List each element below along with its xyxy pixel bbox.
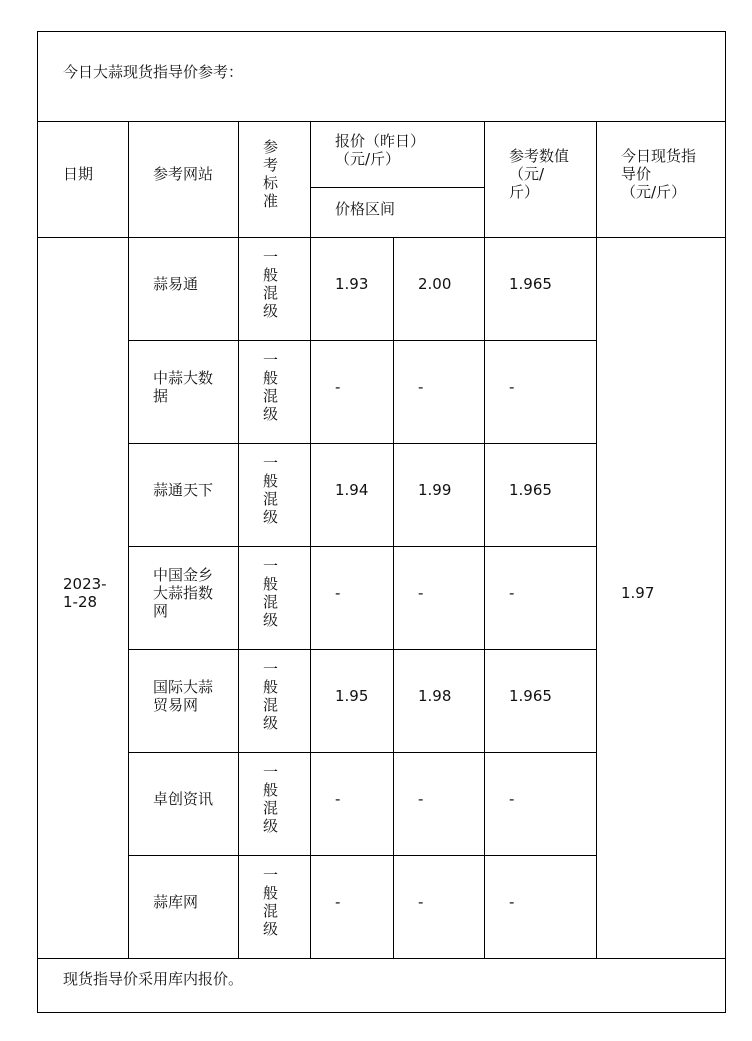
header-today-price: 今日现货指 导价 （元/斤） [621,147,697,201]
ref-value-cell: - [509,584,515,602]
standard-cell: 一 般 混 级 [263,351,279,423]
divider [37,121,726,122]
standard-cell: 一 般 混 级 [263,763,279,835]
divider [596,121,597,958]
ref-value-cell: - [509,893,515,911]
ref-value-cell: - [509,790,515,808]
price-low-cell: - [335,893,341,911]
divider [37,958,726,959]
price-high-cell: - [418,790,424,808]
site-cell: 国际大蒜 贸易网 [153,678,214,714]
ref-value-cell: 1.965 [509,275,552,293]
divider [484,121,485,958]
site-cell: 中蒜大数 据 [153,369,214,405]
header-site: 参考网站 [153,165,214,183]
standard-cell: 一 般 混 级 [263,454,279,526]
price-low-cell: - [335,378,341,396]
divider [310,187,484,188]
header-ref-value: 参考数值 （元/ 斤） [509,147,570,201]
standard-cell: 一 般 混 级 [263,248,279,320]
divider [128,855,597,856]
price-low-cell: 1.93 [335,275,369,293]
divider [128,340,597,341]
site-cell: 中国金乡 大蒜指数 网 [153,566,214,620]
price-high-cell: - [418,584,424,602]
divider [128,121,129,958]
site-cell: 蒜易通 [153,275,199,293]
price-low-cell: 1.95 [335,687,369,705]
divider [393,237,394,958]
header-date: 日期 [63,165,94,183]
standard-cell: 一 般 混 级 [263,660,279,732]
price-high-cell: 2.00 [418,275,452,293]
divider [128,649,597,650]
divider [128,546,597,547]
header-quote: 报价（昨日） （元/斤） [335,132,426,168]
date-cell: 2023- 1-28 [63,575,107,611]
price-low-cell: 1.94 [335,481,369,499]
divider [37,237,726,238]
price-high-cell: - [418,893,424,911]
ref-value-cell: 1.965 [509,481,552,499]
intro-text: 今日大蒜现货指导价参考： [63,63,244,81]
price-reference-table [37,31,726,1013]
price-high-cell: 1.99 [418,481,452,499]
ref-value-cell: - [509,378,515,396]
standard-cell: 一 般 混 级 [263,557,279,629]
divider [128,752,597,753]
divider [128,443,597,444]
ref-value-cell: 1.965 [509,687,552,705]
header-price-range: 价格区间 [335,200,396,218]
standard-cell: 一 般 混 级 [263,866,279,938]
price-high-cell: - [418,378,424,396]
price-low-cell: - [335,584,341,602]
divider [238,121,239,958]
price-low-cell: - [335,790,341,808]
site-cell: 卓创资讯 [153,790,214,808]
today-price-cell: 1.97 [621,584,655,602]
header-standard: 参 考 标 准 [263,138,279,210]
divider [310,121,311,958]
site-cell: 蒜库网 [153,893,199,911]
price-high-cell: 1.98 [418,687,452,705]
site-cell: 蒜通天下 [153,481,214,499]
footer-note: 现货指导价采用库内报价。 [63,970,244,988]
